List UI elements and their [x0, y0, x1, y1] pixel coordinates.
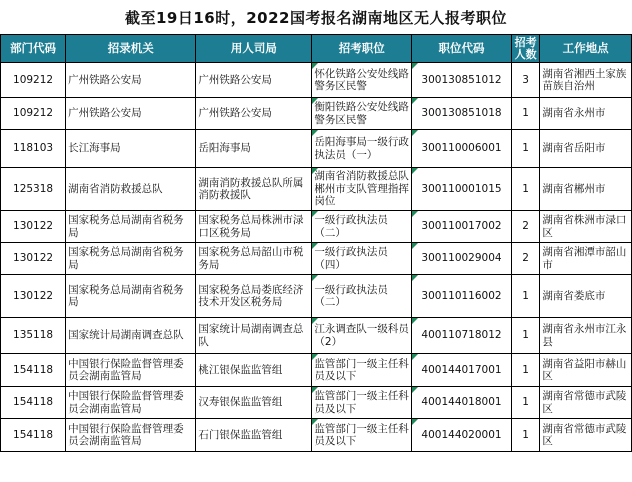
employing-bureau-cell: 汉寿银保监监管组 [196, 387, 312, 419]
position-code-cell: 300110116002 [412, 275, 512, 318]
recruiting-agency-cell: 国家税务总局湖南省税务局 [66, 243, 196, 275]
header-row [1, 35, 632, 63]
position-code-cell: 300130851018 [412, 98, 512, 130]
employing-bureau-cell: 国家税务总局娄底经济技术开发区税务局 [196, 275, 312, 318]
table-row [1, 211, 632, 243]
header-recruiting-agency: 招录机关 [66, 35, 196, 63]
work-location-cell: 湖南省永州市江永县 [540, 318, 632, 354]
recruiting-agency-cell: 国家税务总局湖南省税务局 [66, 211, 196, 243]
header-position-code: 职位代码 [412, 35, 512, 63]
table-row [1, 63, 632, 98]
employing-bureau-cell: 国家统计局湖南调查总队 [196, 318, 312, 354]
header-headcount: 招考人数 [511, 35, 539, 63]
dept-code-cell: 118103 [1, 130, 66, 168]
headcount-cell: 1 [511, 354, 539, 387]
work-location-cell: 湖南省株洲市渌口区 [540, 211, 632, 243]
headcount-cell: 1 [511, 387, 539, 419]
position-cell: 监管部门一级主任科员及以下 [312, 354, 412, 387]
position-code-cell: 400144017001 [412, 354, 512, 387]
headcount-cell: 1 [511, 419, 539, 452]
position-cell: 监管部门一级主任科员及以下 [312, 387, 412, 419]
position-code-cell: 400144020001 [412, 419, 512, 452]
position-cell: 岳阳海事局一级行政执法员（一） [312, 130, 412, 168]
position-code-cell: 300130851012 [412, 63, 512, 98]
position-cell: 怀化铁路公安处线路警务区民警 [312, 63, 412, 98]
position-cell: 一级行政执法员（二） [312, 275, 412, 318]
recruiting-agency-cell: 广州铁路公安局 [66, 63, 196, 98]
recruiting-agency-cell: 中国银行保险监督管理委员会湖南监管局 [66, 419, 196, 452]
headcount-cell: 1 [511, 275, 539, 318]
recruiting-agency-cell: 中国银行保险监督管理委员会湖南监管局 [66, 387, 196, 419]
employing-bureau-cell: 国家税务总局株洲市渌口区税务局 [196, 211, 312, 243]
dept-code-cell: 135118 [1, 318, 66, 354]
table-row [1, 130, 632, 168]
work-location-cell: 湖南省常德市武陵区 [540, 387, 632, 419]
employing-bureau-cell: 广州铁路公安局 [196, 63, 312, 98]
headcount-cell: 1 [511, 98, 539, 130]
dept-code-cell: 109212 [1, 63, 66, 98]
dept-code-cell: 125318 [1, 168, 66, 211]
table-row [1, 275, 632, 318]
table-row [1, 243, 632, 275]
work-location-cell: 湖南省郴州市 [540, 168, 632, 211]
position-code-cell: 400144018001 [412, 387, 512, 419]
recruiting-agency-cell: 长江海事局 [66, 130, 196, 168]
employing-bureau-cell: 桃江银保监监管组 [196, 354, 312, 387]
headcount-cell: 3 [511, 63, 539, 98]
employing-bureau-cell: 广州铁路公安局 [196, 98, 312, 130]
table-row [1, 318, 632, 354]
dept-code-cell: 154118 [1, 387, 66, 419]
table-row [1, 168, 632, 211]
headcount-cell: 1 [511, 168, 539, 211]
employing-bureau-cell: 国家税务总局韶山市税务局 [196, 243, 312, 275]
position-cell: 衡阳铁路公安处线路警务区民警 [312, 98, 412, 130]
recruiting-agency-cell: 广州铁路公安局 [66, 98, 196, 130]
header-work-location: 工作地点 [540, 35, 632, 63]
position-code-cell: 300110006001 [412, 130, 512, 168]
position-code-cell: 300110001015 [412, 168, 512, 211]
work-location-cell: 湖南省娄底市 [540, 275, 632, 318]
dept-code-cell: 154118 [1, 354, 66, 387]
position-cell: 监管部门一级主任科员及以下 [312, 419, 412, 452]
header-position: 招考职位 [312, 35, 412, 63]
dept-code-cell: 109212 [1, 98, 66, 130]
header-employing-bureau: 用人司局 [196, 35, 312, 63]
header-dept-code: 部门代码 [1, 35, 66, 63]
table-row [1, 354, 632, 387]
headcount-cell: 1 [511, 130, 539, 168]
position-code-cell: 400110718012 [412, 318, 512, 354]
positions-table [0, 34, 632, 452]
page-title: 截至19日16时，2022国考报名湖南地区无人报考职位 [125, 9, 507, 27]
employing-bureau-cell: 岳阳海事局 [196, 130, 312, 168]
table-header [1, 35, 632, 63]
headcount-cell: 2 [511, 243, 539, 275]
recruiting-agency-cell: 国家统计局湖南调查总队 [66, 318, 196, 354]
position-code-cell: 300110017002 [412, 211, 512, 243]
position-cell: 一级行政执法员（四） [312, 243, 412, 275]
employing-bureau-cell: 石门银保监监管组 [196, 419, 312, 452]
recruiting-agency-cell: 湖南省消防救援总队 [66, 168, 196, 211]
headcount-cell: 2 [511, 211, 539, 243]
position-code-cell: 300110029004 [412, 243, 512, 275]
headcount-cell: 1 [511, 318, 539, 354]
dept-code-cell: 130122 [1, 275, 66, 318]
work-location-cell: 湖南省岳阳市 [540, 130, 632, 168]
table-body [1, 63, 632, 452]
work-location-cell: 湖南省常德市武陵区 [540, 419, 632, 452]
work-location-cell: 湖南省湘潭市韶山市 [540, 243, 632, 275]
work-location-cell: 湖南省永州市 [540, 98, 632, 130]
employing-bureau-cell: 湖南消防救援总队所属消防救援队 [196, 168, 312, 211]
dept-code-cell: 154118 [1, 419, 66, 452]
table-row [1, 98, 632, 130]
position-cell: 一级行政执法员（二） [312, 211, 412, 243]
dept-code-cell: 130122 [1, 243, 66, 275]
work-location-cell: 湖南省湘西土家族苗族自治州 [540, 63, 632, 98]
position-cell: 湖南省消防救援总队郴州市支队管理指挥岗位 [312, 168, 412, 211]
table-row [1, 387, 632, 419]
table-row [1, 419, 632, 452]
position-cell: 江永调查队一级科员（2） [312, 318, 412, 354]
recruiting-agency-cell: 国家税务总局湖南省税务局 [66, 275, 196, 318]
recruiting-agency-cell: 中国银行保险监督管理委员会湖南监管局 [66, 354, 196, 387]
dept-code-cell: 130122 [1, 211, 66, 243]
work-location-cell: 湖南省益阳市赫山区 [540, 354, 632, 387]
